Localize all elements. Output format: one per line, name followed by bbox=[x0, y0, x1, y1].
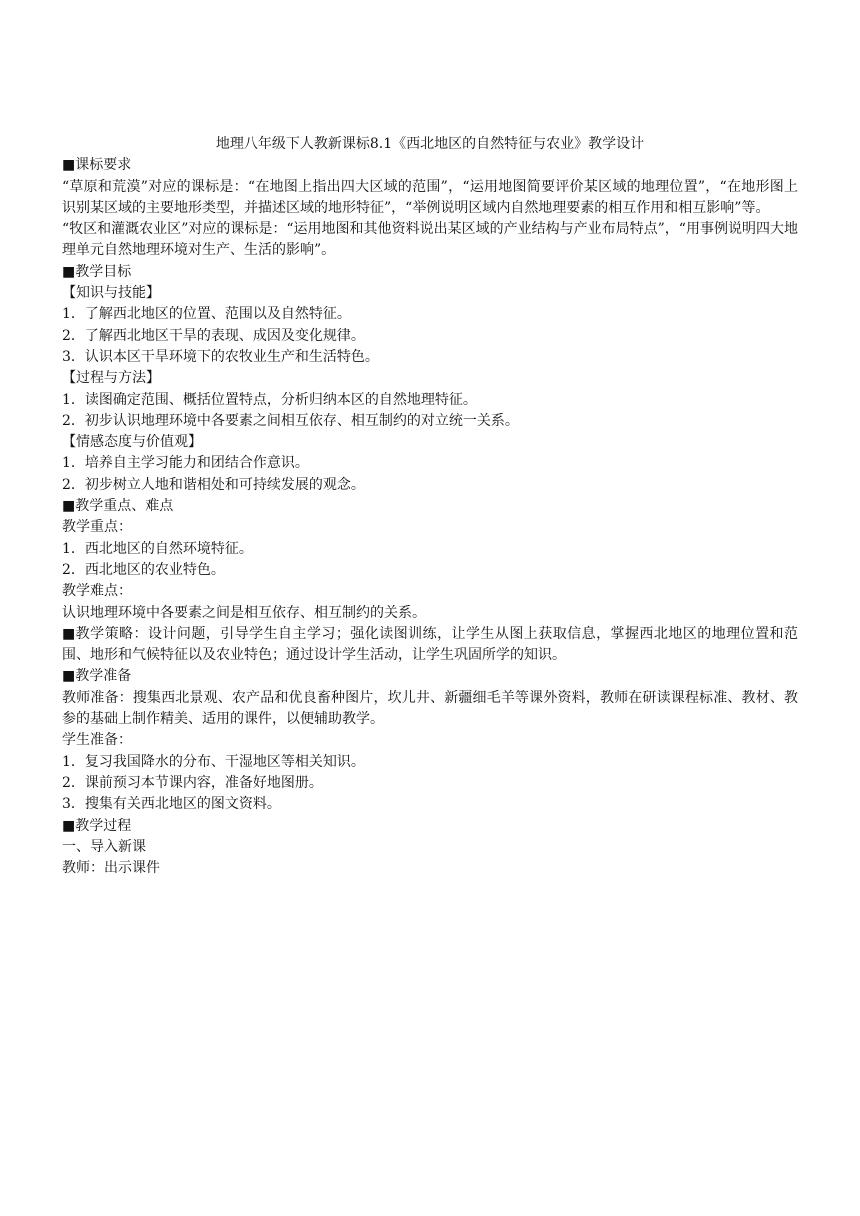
body-line: 1．西北地区的自然环境特征。 bbox=[62, 540, 253, 557]
body-line: 教学重点： bbox=[62, 519, 132, 536]
body-line: 2．西北地区的农业特色。 bbox=[62, 561, 225, 578]
body-line: 教学难点： bbox=[62, 583, 132, 600]
body-paragraph: “牧区和灌溉农业区”对应的课标是：“运用地图和其他资料说出某区域的产业结构与产业布局特点”，“用事例说明四大地理单元自然地理环境对生产、生活的影响”。 bbox=[62, 221, 798, 259]
body-line: ■教学目标 bbox=[62, 263, 132, 280]
body-line: 3．搜集有关西北地区的图文资料。 bbox=[62, 796, 281, 813]
body-paragraph: “草原和荒漠”对应的课标是：“在地图上指出四大区域的范围”，“运用地图简要评价某区域的地理位置”，“在地形图上识别某区域的主要地形类型，并描述区域的地形特征”，“举例说明区域内自然地理要素的相互作用和相互影响”等。 bbox=[62, 178, 798, 216]
document-body bbox=[62, 155, 798, 879]
document-page bbox=[62, 134, 798, 879]
body-line: 2．了解西北地区干旱的表现、成因及变化规律。 bbox=[62, 327, 365, 344]
body-line: 教师：出示课件 bbox=[62, 860, 160, 877]
body-line: 认识地理环境中各要素之间是相互依存、相互制约的关系。 bbox=[62, 604, 426, 621]
document-title: 地理八年级下人教新课标8.1《西北地区的自然特征与农业》教学设计 bbox=[215, 136, 645, 152]
body-line: ■教学重点、难点 bbox=[62, 498, 174, 515]
body-line: ■教学过程 bbox=[62, 817, 132, 834]
body-paragraph: ■教学策略：设计问题，引导学生自主学习；强化读图训练，让学生从图上获取信息，掌握西北地区的地理位置和范围、地形和气候特征以及农业特色；通过设计学生活动，让学生巩固所学的知识。 bbox=[62, 625, 798, 664]
body-line: 1．培养自主学习能力和团结合作意识。 bbox=[62, 455, 309, 472]
body-line: 1．读图确定范围、概括位置特点，分析归纳本区的自然地理特征。 bbox=[62, 391, 477, 408]
body-line: 【知识与技能】 bbox=[62, 285, 160, 302]
body-line: 1．了解西北地区的位置、范围以及自然特征。 bbox=[62, 306, 351, 323]
body-paragraph: 教师准备：搜集西北景观、农产品和优良畜种图片，坎儿井、新疆细毛羊等课外资料，教师在研读课程标准、教材、教参的基础上制作精美、适用的课件，以便辅助教学。 bbox=[62, 689, 798, 728]
body-line: ■教学准备 bbox=[62, 668, 132, 685]
body-line: ■课标要求 bbox=[62, 157, 132, 174]
body-line: 3．认识本区干旱环境下的农牧业生产和生活特色。 bbox=[62, 348, 379, 365]
body-line: 2．初步树立人地和谐相处和可持续发展的观念。 bbox=[62, 476, 365, 493]
body-line: 【过程与方法】 bbox=[62, 370, 160, 387]
body-line: 一、导入新课 bbox=[62, 838, 146, 855]
body-line: 2．初步认识地理环境中各要素之间相互依存、相互制约的对立统一关系。 bbox=[62, 412, 519, 429]
body-line: 2．课前预习本节课内容，准备好地图册。 bbox=[62, 774, 323, 791]
body-line: 【情感态度与价值观】 bbox=[62, 434, 202, 451]
body-line: 1．复习我国降水的分布、干湿地区等相关知识。 bbox=[62, 753, 365, 770]
body-line: 学生准备： bbox=[62, 732, 132, 749]
